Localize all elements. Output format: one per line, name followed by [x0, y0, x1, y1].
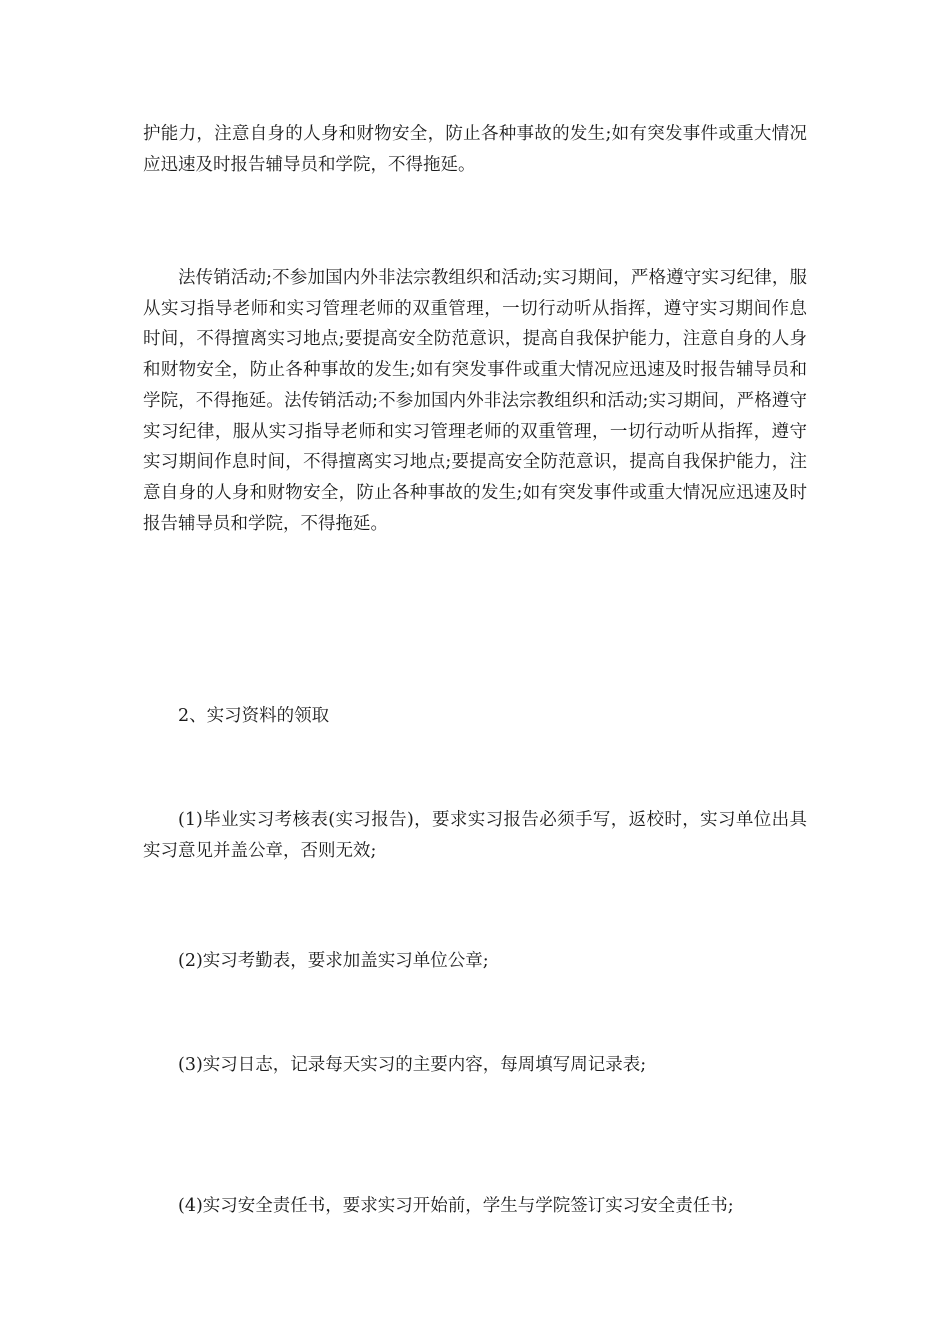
paragraph-continuation: 护能力，注意自身的人身和财物安全，防止各种事故的发生;如有突发事件或重大情况应迅速及时报告辅导员和学院，不得拖延。 [143, 124, 807, 175]
section-heading: 2、实习资料的领取 [178, 706, 330, 726]
list-item-assessment-form: (1)毕业实习考核表(实习报告)，要求实习报告必须手写，返校时，实习单位出具实习意见并盖公章，否则无效; [143, 810, 807, 861]
paragraph-discipline: 法传销活动;不参加国内外非法宗教组织和活动;实习期间，严格遵守实习纪律，服从实习指导老师和实习管理老师的双重管理，一切行动听从指挥，遵守实习期间作息时间，不得擅离实习地点;要提高安全防范意识，提高自我保护能力，注意自身的人身和财物安全，防止各种事故的发生;如有突发事件或重大情况应迅速及时报告辅导员和学院，不得拖延。法传销活动;不参加国内外非法宗教组织和活动;实习期间，严格遵守实习纪律，服从实习指导老师和实习管理老师的双重管理，一切行动听从指挥，遵守实习期间作息时间，不得擅离实习地点;要提高安全防范意识，提高自我保护能力，注意自身的人身和财物安全，防止各种事故的发生;如有突发事件或重大情况应迅速及时报告辅导员和学院，不得拖延。 [143, 268, 807, 534]
list-item-safety-agreement: (4)实习安全责任书，要求实习开始前，学生与学院签订实习安全责任书; [178, 1196, 734, 1216]
list-item-attendance-sheet: (2)实习考勤表，要求加盖实习单位公章; [178, 951, 489, 971]
list-item-internship-log: (3)实习日志，记录每天实习的主要内容，每周填写周记录表; [178, 1055, 647, 1075]
